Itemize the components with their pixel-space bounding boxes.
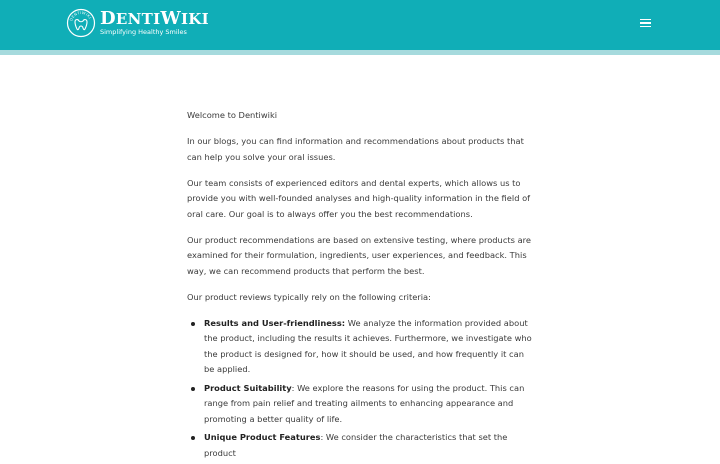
team-paragraph: Our team consists of experienced editors and dental experts, which allows us to provide you with well-founded analyses and high-quality information in the field of oral care. Our goal is to always offer you the best recommendations. (187, 177, 531, 219)
list-item (204, 381, 532, 428)
criterion-text: : We consider the characteristics that set the product (204, 432, 508, 458)
dentiwiki-logo-link[interactable] (66, 8, 209, 38)
list-item (204, 430, 532, 461)
tooth-emblem-icon (66, 8, 96, 38)
site-header (0, 0, 720, 50)
brand-initial-d: D (100, 7, 116, 29)
testing-paragraph: Our product recommendations are based on extensive testing, where products are examined for their formulation, ingredients, user experiences, and feedback. This way, we can recommend products that perform the best. (187, 234, 532, 276)
brand-tagline: Simplifying Healthy Smiles (100, 27, 187, 36)
header-accent-stripe (0, 50, 720, 55)
welcome-heading: Welcome to Dentiwiki (187, 110, 278, 120)
hamburger-menu-icon[interactable] (640, 16, 654, 30)
criterion-text: : We explore the reasons for using the product. This can range from pain relief and treating ailments to enhancing appearance and promoting a better quality of life. (204, 382, 525, 424)
menu-line (640, 26, 651, 28)
list-item (204, 316, 532, 378)
criterion-title: Product Suitability (204, 382, 292, 393)
brand-name (100, 7, 209, 29)
intro-paragraph: In our blogs, you can find information and recommendations about products that can help you solve your oral issues. (187, 136, 524, 162)
criterion-title: Unique Product Features (204, 432, 321, 442)
menu-line (640, 19, 651, 21)
menu-line (640, 22, 651, 24)
criteria-intro-paragraph: Our product reviews typically rely on the following criteria: (187, 291, 431, 302)
brand-part-iki: IKI (180, 9, 209, 28)
article-content (187, 108, 532, 464)
emblem-text: DENTIWIKI (69, 10, 92, 22)
criterion-text: We analyze the information provided about the product, including the results it achieves. Furthermore, we investigate who the product is designed for, how it should be used, and how frequently it can be applied. (204, 317, 532, 374)
brand-initial-w: W (160, 7, 181, 29)
criterion-title: Results and User-friendliness: (204, 317, 346, 328)
criteria-list (187, 316, 532, 462)
brand-part-enti: ENTI (115, 9, 161, 28)
